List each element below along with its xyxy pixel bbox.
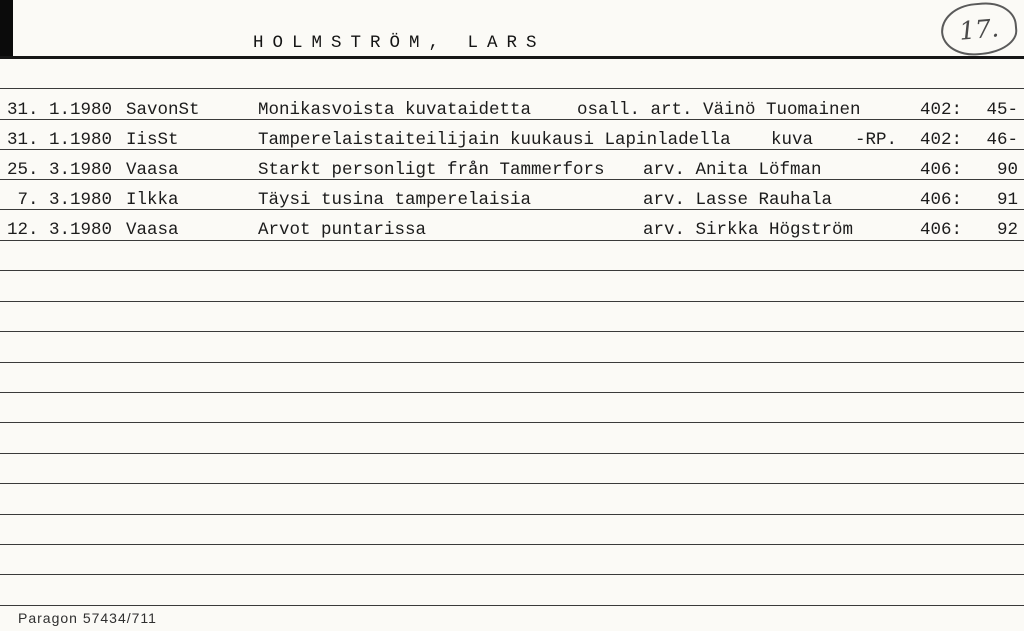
entry-page: 45- xyxy=(986,100,1018,120)
ruled-line xyxy=(0,514,1024,515)
entry-title: Tamperelaistaiteilijain kuukausi Lapinladella xyxy=(258,130,731,150)
entry-date: 31. 1.1980 xyxy=(6,130,112,150)
entry-credit: arv. Sirkka Högström xyxy=(643,220,854,240)
ruled-line xyxy=(0,392,1024,393)
entry-source: SavonSt xyxy=(126,100,200,120)
entry-date: 12. 3.1980 xyxy=(6,220,112,240)
table-row xyxy=(0,219,1024,241)
entry-page: 91 xyxy=(996,190,1018,210)
entry-date: 25. 3.1980 xyxy=(6,160,112,180)
ruled-line xyxy=(0,331,1024,332)
ruled-line xyxy=(0,544,1024,545)
entry-ref: 406: xyxy=(919,190,962,210)
entry-source: Ilkka xyxy=(126,190,179,210)
entry-source: IisSt xyxy=(126,130,179,150)
card-number-circle xyxy=(939,0,1019,58)
entry-source: Vaasa xyxy=(126,220,179,240)
entry-title: Monikasvoista kuvataidetta xyxy=(258,100,532,120)
entry-ref: 402: xyxy=(919,130,962,150)
ruled-line xyxy=(0,88,1024,89)
table-row xyxy=(0,129,1024,151)
title-underline xyxy=(0,56,1024,59)
entry-date: 31. 1.1980 xyxy=(6,100,112,120)
entry-ref: 406: xyxy=(919,220,962,240)
card-number: 17. xyxy=(957,12,1001,46)
entry-page: 90 xyxy=(996,160,1018,180)
entry-ref: 406: xyxy=(919,160,962,180)
table-row xyxy=(0,99,1024,121)
ruled-line xyxy=(0,483,1024,484)
card-title: HOLMSTRÖM, LARS xyxy=(253,33,546,53)
entry-source: Vaasa xyxy=(126,160,179,180)
entry-ref: 402: xyxy=(919,100,962,120)
entry-title: Täysi tusina tamperelaisia xyxy=(258,190,532,210)
entry-credit: osall. art. Väinö Tuomainen xyxy=(577,100,861,120)
entry-title: Arvot puntarissa xyxy=(258,220,427,240)
ruled-line xyxy=(0,362,1024,363)
card-stock-imprint: Paragon 57434/711 xyxy=(18,610,157,626)
entry-credit: arv. Anita Löfman xyxy=(643,160,822,180)
entry-page: 92 xyxy=(996,220,1018,240)
entry-date: 7. 3.1980 xyxy=(6,190,112,210)
ruled-line xyxy=(0,605,1024,606)
entry-page: 46- xyxy=(986,130,1018,150)
entry-title: Starkt personligt från Tammerfors xyxy=(258,160,605,180)
table-row xyxy=(0,159,1024,181)
ruled-line xyxy=(0,453,1024,454)
table-row xyxy=(0,189,1024,211)
scan-edge-artifact xyxy=(0,0,13,57)
entry-credit: kuva -RP. xyxy=(771,130,898,150)
ruled-line xyxy=(0,270,1024,271)
ruled-line xyxy=(0,422,1024,423)
ruled-line xyxy=(0,301,1024,302)
entry-credit: arv. Lasse Rauhala xyxy=(643,190,833,210)
ruled-line xyxy=(0,574,1024,575)
